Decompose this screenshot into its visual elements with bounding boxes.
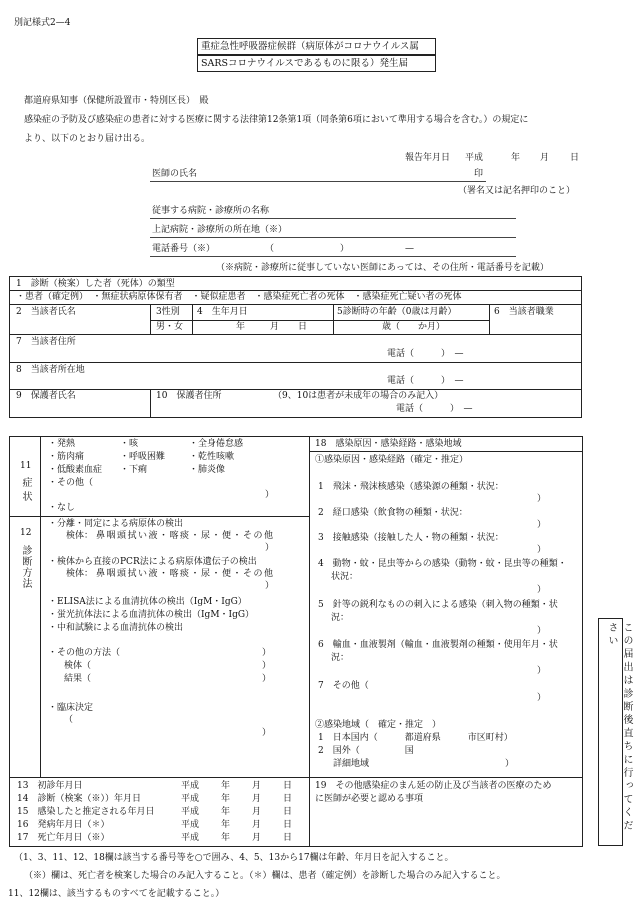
sex-label: 3性別 <box>156 307 180 317</box>
report-date-month: 月 <box>540 153 550 163</box>
date-14-year: 年 <box>221 794 231 804</box>
route-5-close: ） <box>537 626 547 636</box>
dx-clinical-open: （ <box>64 715 74 725</box>
dx-elisa[interactable]: ・ELISA法による血清抗体の検出（IgM・IgG） <box>48 597 247 607</box>
area-foreign[interactable]: 2 国外（ 国 <box>318 746 414 756</box>
date-14-day: 日 <box>283 794 293 804</box>
infection-heading: 18 感染原因・感染経路・感染地域 <box>315 439 462 449</box>
symptom-other-close: ） <box>265 490 275 500</box>
route-1[interactable]: 1 飛沫・飛沫核感染（感染源の種類・状況： <box>318 482 504 492</box>
route-6-cont: 況： <box>331 653 350 663</box>
addressee: 都道府県知事（保健所設置市・特別区長） 殿 <box>24 96 209 106</box>
guardian-addr-label: 10 保護者住所 <box>156 391 222 401</box>
symptom-pneumonia[interactable]: ・肺炎像 <box>189 465 226 475</box>
date-13-year: 年 <box>221 781 231 791</box>
phone-dash: — <box>405 244 414 254</box>
symptom-hypoxemia[interactable]: ・低酸素血症 <box>48 465 103 475</box>
route-2[interactable]: 2 経口感染（飲食物の種類・状況： <box>318 508 468 518</box>
title-line-2: SARSコロナウイルスであるものに限る）発生届 <box>201 58 408 69</box>
route-3-close: ） <box>537 545 547 555</box>
hospital-address-label: 上記病院・診療所の所在地（※） <box>152 225 288 235</box>
dx-neutralization[interactable]: ・中和試験による血清抗体の検出 <box>48 623 184 633</box>
seal-mark: 印 <box>474 169 484 179</box>
dx-pcr-close: ） <box>265 581 275 591</box>
phone-label: 電話番号（※） <box>152 244 216 254</box>
asterisk-note: （※病院・診療所に従事していない医師にあっては、その住所・電話番号を記載） <box>216 263 549 273</box>
route-7-close: ） <box>537 693 547 703</box>
dx-isolation[interactable]: ・分離・同定による病原体の検出 <box>48 519 184 529</box>
item19-line2: に医師が必要と認める事項 <box>315 794 424 804</box>
symptom-dry-cough[interactable]: ・乾性咳嗽 <box>189 452 235 462</box>
route-4[interactable]: 4 動物・蚊・昆虫等からの感染（動物・蚊・昆虫等の種類・ <box>318 559 567 569</box>
birth-label: 4 生年月日 <box>197 307 248 317</box>
route-5[interactable]: 5 針等の鋭利なものの刺入による感染（刺入物の種類・状 <box>318 600 558 610</box>
address8-label: 8 当該者所在地 <box>16 365 85 375</box>
hospital-name-label: 従事する病院・診療所の名称 <box>152 206 270 216</box>
route-3[interactable]: 3 接触感染（接触した人・物の種類・状況： <box>318 533 504 543</box>
date-13-era: 平成 <box>181 781 200 791</box>
section1-options[interactable]: ・患者（確定例） ・無症状病原体保有者 ・疑似症患者 ・感染症死亡者の死体 ・感染症死亡疑い者の死体 <box>16 292 462 302</box>
dx-pcr-specimen[interactable]: 鼻咽頭拭い液・喀痰・尿・便・その他 <box>96 569 275 579</box>
date-17-month: 月 <box>252 833 262 843</box>
intro-line-2: より、以下のとおり届け出る。 <box>24 134 151 144</box>
title-line-1: 重症急性呼吸器症候群（病原体がコロナウイルス属 <box>201 41 419 52</box>
age-value[interactable]: 歳（ か月） <box>382 322 446 332</box>
date-14-month: 月 <box>252 794 262 804</box>
dx-other-specimen-close: ） <box>262 661 272 671</box>
job-label: 6 当該者職業 <box>494 307 554 317</box>
symptom-dyspnea[interactable]: ・呼吸困難 <box>120 452 166 462</box>
age-label: 5診断時の年齢（0歳は月齢） <box>337 307 457 317</box>
doctor-name-line[interactable] <box>150 181 486 182</box>
route-5-cont: 況： <box>331 613 350 623</box>
report-date-label: 報告年月日 <box>405 153 451 163</box>
dx-other-specimen[interactable]: 検体（ <box>64 661 92 671</box>
sex-options[interactable]: 男・女 <box>156 322 184 332</box>
guardian-phone[interactable]: 電話（ ） — <box>396 404 473 414</box>
date-16-month: 月 <box>252 820 262 830</box>
date-13-month: 月 <box>252 781 262 791</box>
report-date-day: 日 <box>570 153 580 163</box>
patient-name-label: 2 当該者氏名 <box>16 307 76 317</box>
symptom-none[interactable]: ・なし <box>48 503 76 513</box>
route-heading[interactable]: ①感染原因・感染経路（確定・推定） <box>315 455 469 465</box>
report-date-era: 平成 <box>465 153 484 163</box>
date-15-month: 月 <box>252 807 262 817</box>
report-date-year: 年 <box>511 153 521 163</box>
dx-other[interactable]: ・その他の方法（ <box>48 648 121 658</box>
date-16-label: 16 発病年月日（＊） <box>17 820 110 830</box>
date-13-day: 日 <box>283 781 293 791</box>
dx-isolation-specimen[interactable]: 鼻咽頭拭い液・喀痰・尿・便・その他 <box>96 531 275 541</box>
date-16-era: 平成 <box>181 820 200 830</box>
date-14-era: 平成 <box>181 794 200 804</box>
date-17-year: 年 <box>221 833 231 843</box>
section1-heading: 1 診断（検案）した者（死体）の類型 <box>16 279 175 289</box>
diagnosis-label: 診断方法 <box>20 545 31 589</box>
route-7[interactable]: 7 その他（ <box>318 681 369 691</box>
route-6-close: ） <box>537 666 547 676</box>
item19-line1: 19 その他感染症のまん延の防止及び当該者の医療のため <box>315 781 552 791</box>
hospital-address-line[interactable] <box>150 237 516 238</box>
area-detail[interactable]: 詳細地域 <box>333 759 370 769</box>
doctor-name-label: 医師の氏名 <box>152 169 198 179</box>
dx-pcr-specimen-label: 検体： <box>66 569 94 579</box>
area-heading[interactable]: ②感染地域（ 確定・推定 ） <box>315 720 442 730</box>
footer-line-1: （1、3、11、12、18欄は該当する番号等を○で囲み、4、5、13から17欄は年齢、年月日を記入すること。 <box>14 853 454 863</box>
address7-label: 7 当該者住所 <box>16 337 76 347</box>
dx-clinical-close: ） <box>262 728 272 738</box>
date-15-era: 平成 <box>181 807 200 817</box>
birth-month: 月 <box>270 322 280 332</box>
birth-day: 日 <box>298 322 308 332</box>
date-15-label: 15 感染したと推定される年月日 <box>17 807 155 817</box>
dx-other-close: ） <box>262 648 272 658</box>
date-17-era: 平成 <box>181 833 200 843</box>
dx-pcr[interactable]: ・検体から直接のPCR法による病原体遺伝子の検出 <box>48 557 257 567</box>
phone-paren-close: ） <box>340 244 350 254</box>
date-13-label: 13 初診年月日 <box>17 781 83 791</box>
symptom-diarrhea[interactable]: ・下痢 <box>120 465 148 475</box>
date-16-year: 年 <box>221 820 231 830</box>
signature-note: （署名又は記名押印のこと） <box>458 186 576 196</box>
phone-line[interactable] <box>150 256 516 257</box>
date-15-year: 年 <box>221 807 231 817</box>
route-4-cont: 状況： <box>331 572 359 582</box>
dx-other-result-close: ） <box>262 674 272 684</box>
hospital-name-line[interactable] <box>150 218 516 219</box>
route-1-close: ） <box>537 494 547 504</box>
guardian-note: （9、10は患者が未成年の場合のみ記入） <box>273 391 444 401</box>
side-note: この届出は診断後直ちに行ってください <box>606 622 632 834</box>
address8-phone[interactable]: 電話（ ） — <box>387 376 464 386</box>
symptom-fatigue[interactable]: ・全身倦怠感 <box>189 439 244 449</box>
birth-year: 年 <box>236 322 246 332</box>
footer-line-2: （※）欄は、死亡者を検案した場合のみ記入すること。（＊）欄は、患者（確定例）を診断した場合のみ記入すること。 <box>24 871 506 881</box>
symptom-other[interactable]: ・その他（ <box>48 478 94 488</box>
date-15-day: 日 <box>283 807 293 817</box>
symptoms-num: 11 <box>20 461 32 471</box>
dx-clinical[interactable]: ・臨床決定 <box>48 703 94 713</box>
date-14-label: 14 診断（検案（※））年月日 <box>17 794 141 804</box>
area-domestic[interactable]: 1 日本国内（ 都道府県 市区町村） <box>318 733 513 743</box>
footer-line-3: 11、12欄は、該当するものすべてを記載すること。） <box>8 889 225 899</box>
date-17-day: 日 <box>283 833 293 843</box>
symptoms-label: 症状 <box>20 477 31 505</box>
route-4-close: ） <box>537 585 547 595</box>
route-2-close: ） <box>537 520 547 530</box>
dx-ifa[interactable]: ・蛍光抗体法による血清抗体の検出（IgM・IgG） <box>48 610 255 620</box>
date-17-label: 17 死亡年月日（※） <box>17 833 110 843</box>
dx-isolation-specimen-label: 検体： <box>66 531 94 541</box>
form-number: 別記様式2—4 <box>14 18 71 28</box>
diagnosis-num: 12 <box>20 528 32 538</box>
area-detail-close: ） <box>505 759 515 769</box>
symptom-myalgia[interactable]: ・筋肉痛 <box>48 452 85 462</box>
route-6[interactable]: 6 輸血・血液製剤（輸血・血液製剤の種類・使用年月・状 <box>318 640 558 650</box>
intro-line-1: 感染症の予防及び感染症の患者に対する医療に関する法律第12条第1項（同条第6項において準用する場合を含む。）の規定に <box>24 115 529 125</box>
symptom-fever[interactable]: ・発熱 <box>48 439 76 449</box>
dx-isolation-close: ） <box>265 543 275 553</box>
phone-paren-open: （ <box>265 244 275 254</box>
symptom-cough[interactable]: ・咳 <box>120 439 139 449</box>
guardian-name-label: 9 保護者氏名 <box>16 391 76 401</box>
date-16-day: 日 <box>283 820 293 830</box>
dx-other-result[interactable]: 結果（ <box>64 674 92 684</box>
address7-phone[interactable]: 電話（ ） — <box>387 349 464 359</box>
